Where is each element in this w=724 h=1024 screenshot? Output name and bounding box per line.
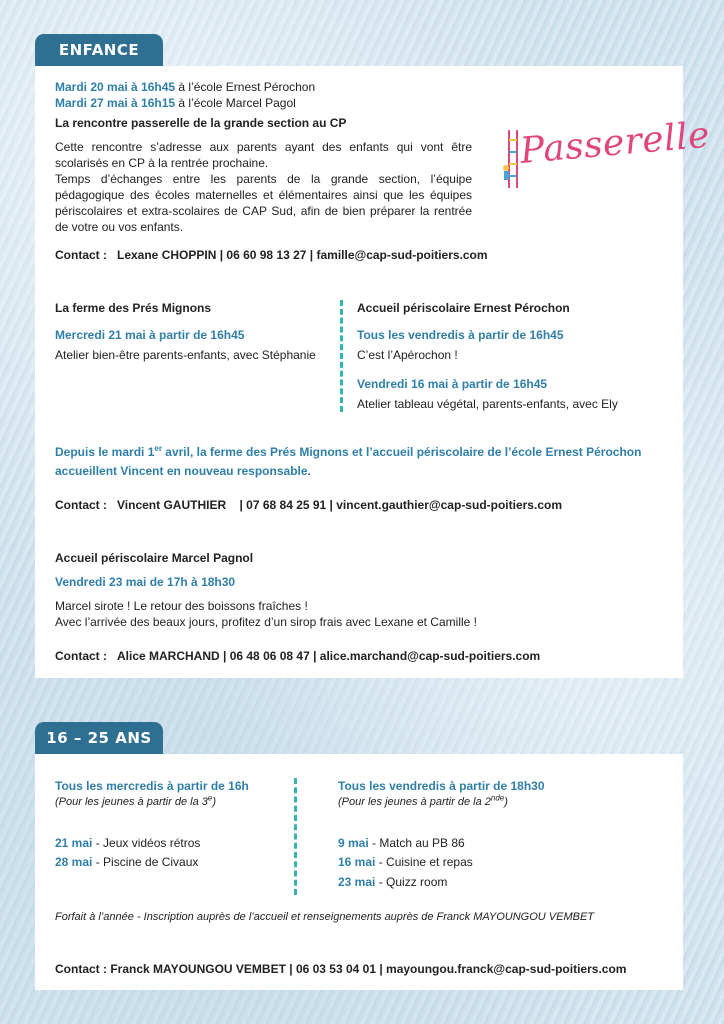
passerelle-logo <box>500 114 712 194</box>
contact-label: Contact : <box>55 498 107 512</box>
list-item: 16 mai - Cuisine et repas <box>338 855 473 869</box>
contact-value: Vincent GAUTHIER | 07 68 84 25 91 | vincent.gauthier@cap-sud-poitiers.com <box>117 498 562 512</box>
column-divider <box>340 300 343 412</box>
perochon-title: Accueil périscolaire Ernest Pérochon <box>357 301 570 315</box>
vincent-contact <box>55 498 562 513</box>
contact-label: Contact : <box>55 649 107 663</box>
passerelle-description <box>55 139 472 235</box>
passerelle-date-line-1: Mardi 20 mai à 16h45 à l’école Ernest Pérochon <box>55 80 316 94</box>
section-tab-16-25 <box>35 722 163 754</box>
passerelle-logo-text: Passerelle <box>518 114 712 172</box>
announcement: Depuis le mardi 1er avril, la ferme des Prés Mignons et l’accueil périscolaire de l’école Ernest Pérochon accueillent Vincent en nouveau responsable. <box>55 444 642 478</box>
perochon-description-1: C’est l’Apérochon ! <box>357 348 458 362</box>
ferme-description: Atelier bien-être parents-enfants, avec Stéphanie <box>55 348 316 362</box>
pagnol-contact <box>55 649 540 664</box>
perochon-date-2: Vendredi 16 mai à partir de 16h45 <box>357 377 548 391</box>
section-tab-label: ENFANCE <box>58 41 140 59</box>
pagnol-date: Vendredi 23 mai de 17h à 18h30 <box>55 575 236 589</box>
pagnol-line-2: Avec l’arrivée des beaux jours, profitez d’un sirop frais avec Lexane et Camille ! <box>55 615 477 629</box>
section-tab-label: 16 – 25 ANS <box>46 729 152 747</box>
wednesday-subtitle: (Pour les jeunes à partir de la 3e) <box>55 793 216 808</box>
perochon-date-1: Tous les vendredis à partir de 16h45 <box>357 328 564 342</box>
perochon-description-2: Atelier tableau végétal, parents-enfants, avec Ely <box>357 397 618 411</box>
wednesday-title: Tous les mercredis à partir de 16h <box>55 779 249 793</box>
section-tab-enfance <box>35 34 163 66</box>
contact-value: Lexane CHOPPIN | 06 60 98 13 27 | famille@cap-sud-poitiers.com <box>117 248 488 262</box>
contact-label: Contact : <box>55 248 107 262</box>
friday-subtitle: (Pour les jeunes à partir de la 2nde) <box>338 793 508 808</box>
passerelle-title: La rencontre passerelle de la grande section au CP <box>55 116 347 130</box>
pagnol-title: Accueil périscolaire Marcel Pagnol <box>55 551 254 565</box>
friday-title: Tous les vendredis à partir de 18h30 <box>338 779 545 793</box>
passerelle-contact <box>55 248 488 263</box>
jeunes-contact: Contact : Franck MAYOUNGOU VEMBET | 06 03 53 04 01 | mayoungou.franck@cap-sud-poitiers.com <box>55 962 627 976</box>
column-divider <box>294 778 297 895</box>
ferme-date: Mercredi 21 mai à partir de 16h45 <box>55 328 245 342</box>
pagnol-line-1: Marcel sirote ! Le retour des boissons fraîches ! <box>55 599 308 613</box>
ferme-title: La ferme des Prés Mignons <box>55 301 212 315</box>
list-item: 9 mai - Match au PB 86 <box>338 836 465 850</box>
passerelle-para-1: Cette rencontre s’adresse aux parents ayant des enfants qui vont être scolarisés en CP à la rentrée prochaine. <box>55 140 472 170</box>
passerelle-date-line-2: Mardi 27 mai à 16h15 à l’école Marcel Pagol <box>55 96 296 110</box>
list-item: 23 mai - Quizz room <box>338 875 448 889</box>
list-item: 21 mai - Jeux vidéos rétros <box>55 836 201 850</box>
jeunes-note: Forfait à l’année - Inscription auprès de l’accueil et renseignements auprès de Franck MAYOUNGOU VEMBET <box>55 911 595 923</box>
passerelle-para-2: Temps d’échanges entre les parents de la grande section, l’équipe pédagogique des écoles maternelles et élémentaires ainsi que les équipes périscolaires et extra-scolaires de CAP Sud, afin de bien préparer la rentrée de votre ou vos enfants. <box>55 172 472 234</box>
list-item: 28 mai - Piscine de Civaux <box>55 855 199 869</box>
contact-value: Alice MARCHAND | 06 48 06 08 47 | alice.marchand@cap-sud-poitiers.com <box>117 649 541 663</box>
